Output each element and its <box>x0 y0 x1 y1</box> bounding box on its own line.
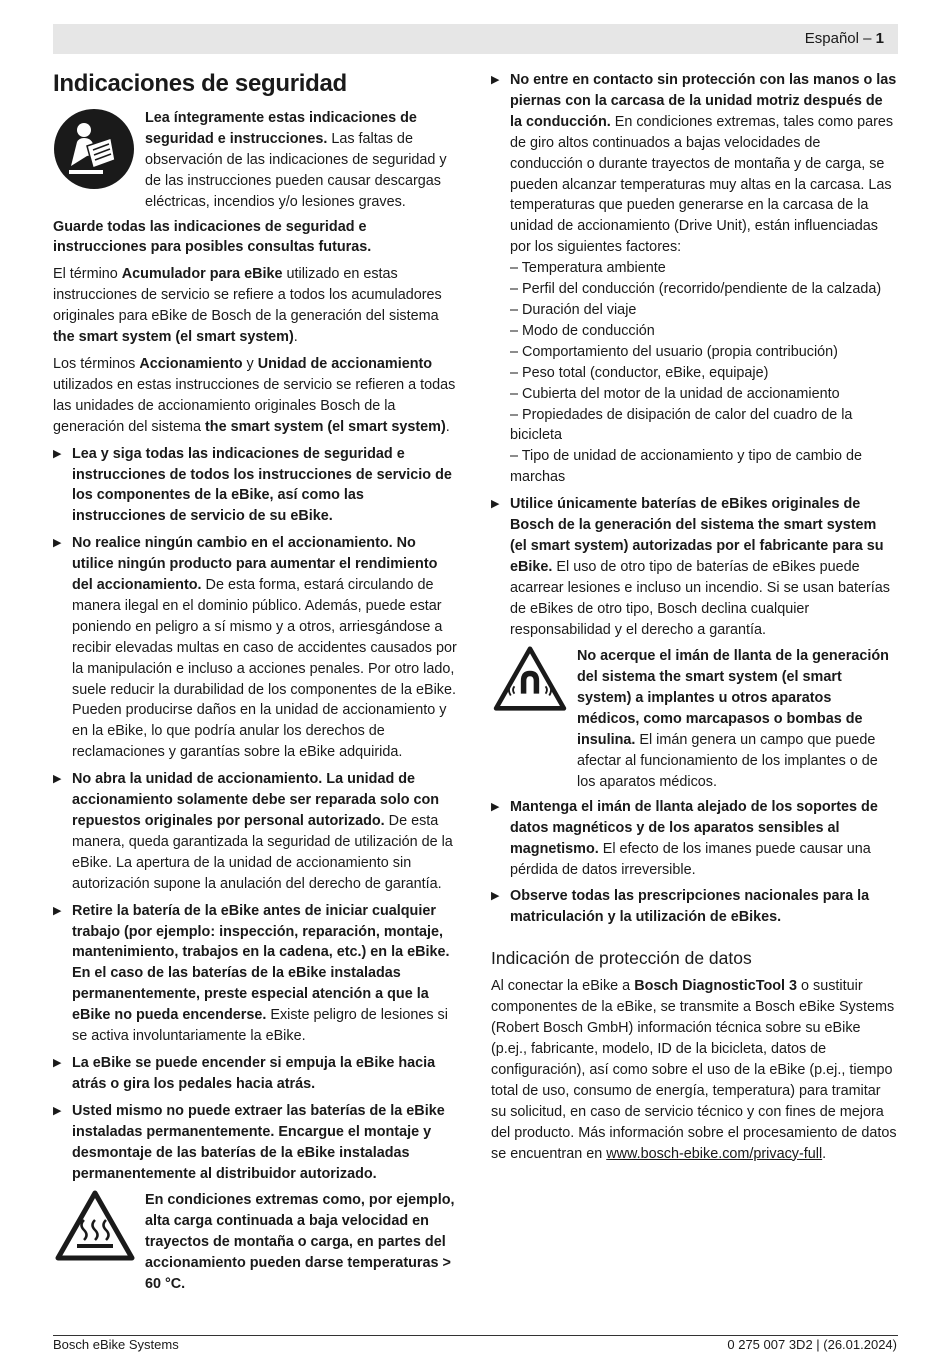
bullet-bold: No realice ningún cambio en el accionamiento. No utilice ningún producto para aumentar el rendimiento del accionamiento. <box>72 535 438 594</box>
factor-item: – Perfil del conducción (recorrido/pendiente de la calzada) <box>510 281 882 298</box>
read-instructions-text <box>145 108 458 213</box>
magnet-data-bullet <box>491 797 897 881</box>
diagnostic-tool-name: Bosch DiagnosticTool 3 <box>634 978 798 995</box>
page-header <box>805 30 884 47</box>
left-column <box>53 68 458 1299</box>
privacy-text-c: o sustituir componentes de la eBike, se transmite a Bosch eBike Systems (Robert Bosch GmbH) información técnica sobre su eBike (p.ej., fabricante, modelo, ID de la bicicleta, datos de configuración), así como sobre el uso de la eBike (p.ej., tiempo total de uso, consumo de energía, temperatura) para tramitar su solicitud, en caso de servicio técnico y con fines de mejora del producto. Más información sobre el procesamiento de datos se encuentran en <box>491 978 897 1162</box>
keep-instructions-bold: Guarde todas las indicaciones de seguridad e instrucciones para posibles consultas futuras. <box>53 218 372 256</box>
factor-item: – Propiedades de disipación de calor del cuadro de la bicicleta <box>510 406 853 444</box>
drive-term-paragraph <box>53 354 458 438</box>
p1-bold-2: the smart system (el smart system) <box>53 329 294 346</box>
read-manual-icon <box>53 108 135 213</box>
p1-text-a: El término <box>53 266 122 283</box>
footer-doc-id: 0 275 007 3D2 | (26.01.2024) <box>727 1337 897 1352</box>
triangle-bullet-icon: ▶ <box>53 773 62 786</box>
footer-divider <box>53 1335 898 1336</box>
page-number: 1 <box>875 30 884 47</box>
triangle-bullet-icon: ▶ <box>53 447 62 460</box>
magnet-warning-bold: No acerque el imán de llanta de la generación del sistema the smart system (el smart system) a implantes u otros aparatos médicos, como marcapasos o bombas de insulina. <box>577 648 889 749</box>
p2-text-d: utilizados en estas instrucciones de servicio se refieren a todas las unidades de accionamiento originales Bosch de la generación del sistema <box>53 376 456 435</box>
national-regulations-bullet <box>491 886 897 928</box>
magnet-warning-text <box>577 646 897 792</box>
magnet-warning-body: El imán genera un campo que puede afectar al funcionamiento de los implantes o de los aparatos médicos. <box>577 732 878 790</box>
safety-bullet-5 <box>53 1053 458 1095</box>
privacy-text-d: . <box>822 1145 827 1162</box>
safety-bullet-3 <box>53 769 458 894</box>
factor-item: – Temperatura ambiente <box>510 260 666 277</box>
hot-surface-warning-text <box>145 1190 458 1295</box>
bullet-bold: Utilice únicamente baterías de eBikes originales de Bosch de la generación del sistema the smart system (el smart system) autorizadas por el fabricante para su eBike. <box>510 496 884 575</box>
triangle-bullet-icon: ▶ <box>53 1104 62 1117</box>
bullet-bold: Lea y siga todas las indicaciones de seguridad e instrucciones de todos los instrucciones de servicio de los componentes de la eBike, así como las instrucciones de servicio de su eBike. <box>72 445 452 525</box>
safety-bullet-2 <box>53 533 458 763</box>
p1-text-d: . <box>293 329 298 346</box>
triangle-bullet-icon: ▶ <box>53 904 62 917</box>
triangle-bullet-icon: ▶ <box>491 890 500 903</box>
safety-bullet-6 <box>53 1101 458 1185</box>
triangle-bullet-icon: ▶ <box>53 1056 62 1069</box>
p1-text-c: utilizado en estas instrucciones de servicio se refiere a todos los acumuladores originales para eBike de Bosch de la generación del sistema <box>53 266 442 325</box>
right-column <box>491 70 897 1170</box>
factor-item: – Cubierta del motor de la unidad de accionamiento <box>510 385 840 402</box>
privacy-link[interactable]: www.bosch-ebike.com/privacy-full <box>606 1145 823 1162</box>
privacy-heading: Indicación de protección de datos <box>491 948 752 969</box>
bullet-text: En condiciones extremas, tales como pares de giro altos continuados a bajas velocidades de conducción o durante trayectos de montaña y de carga, se pueden alcanzar temperaturas muy altas en la carcasa. Las temperaturas que pueden generarse en la carcasa de la unidad de accionamiento (Drive Unit), están influenciadas por los siguientes factores: <box>510 113 894 256</box>
bullet-bold: La eBike se puede encender si empuja la eBike hacia atrás o gira los pedales hacia atrás. <box>72 1054 436 1092</box>
bullet-bold: Retire la batería de la eBike antes de iniciar cualquier trabajo (por ejemplo: inspección, reparación, montaje, mantenimiento, trabajos en la cadena, etc.) en la eBike. En el caso de las baterías de la eBike instaladas permanentemente, preste especial atención a que la eBike no pueda encenderse. <box>72 902 450 1024</box>
header-separator: – <box>858 30 876 47</box>
factor-item: – Comportamiento del usuario (propia contribución) <box>510 343 838 360</box>
battery-term-paragraph <box>53 264 458 348</box>
factor-item: – Modo de conducción <box>510 322 655 339</box>
bullet-text: De esta forma, estará circulando de manera ilegal en el dominio público. Además, puede estar poniendo en peligro a sí mismo y a otros, arriesgándose a recibir elevadas multas en caso de accidentes causados por la manipulación e incluso a acciones penales. Por otro lado, suele reducir la durabilidad de los componentes de la eBike. Pueden producirse daños en la unidad de accionamiento y en la eBike, lo que podría anular los derechos de reclamaciones y garantías sobre la eBike adquirida. <box>72 577 457 761</box>
bullet-bold: No entre en contacto sin protección con las manos o las piernas con la carcasa de la unidad motriz después de la conducción. <box>510 72 897 130</box>
original-battery-bullet <box>491 494 897 640</box>
p2-bold-1: Accionamiento <box>139 355 243 372</box>
privacy-text-a: Al conectar la eBike a <box>491 978 635 995</box>
bullet-text: De esta manera, queda garantizada la seguridad de utilización de la eBike. La apertura de la unidad de accionamiento sin autorización supone la anulación del derecho de garantía. <box>72 813 453 892</box>
hot-surface-warning-icon <box>55 1190 135 1295</box>
header-bar <box>53 24 898 54</box>
bullet-text: Existe peligro de lesiones si se activa involuntariamente la eBike. <box>72 1007 448 1045</box>
p2-bold-2: Unidad de accionamiento <box>257 355 433 372</box>
hot-surface-warning-bold: En condiciones extremas como, por ejemplo, alta carga continuada a baja velocidad en trayectos de montaña o carga, en partes del accionamiento pueden darse temperaturas > 60 °C. <box>145 1192 455 1293</box>
triangle-bullet-icon: ▶ <box>53 537 62 550</box>
keep-instructions-note <box>53 217 458 259</box>
read-instructions-block <box>53 108 458 213</box>
factor-item: – Tipo de unidad de accionamiento y tipo de cambio de marchas <box>510 448 863 486</box>
factor-item: – Peso total (conductor, eBike, equipaje) <box>510 364 769 381</box>
triangle-bullet-icon: ▶ <box>491 800 500 813</box>
magnet-warning-icon <box>493 646 567 792</box>
safety-bullet-1 <box>53 444 458 528</box>
triangle-bullet-icon: ▶ <box>491 498 500 511</box>
drive-unit-contact-bullet <box>491 70 897 488</box>
footer-company: Bosch eBike Systems <box>53 1337 179 1352</box>
safety-bullet-4 <box>53 901 458 1047</box>
bullet-bold: No abra la unidad de accionamiento. La unidad de accionamiento solamente debe ser reparada solo con repuestos originales por personal autorizado. <box>72 771 440 829</box>
magnet-warning-block <box>493 646 897 792</box>
p2-text-e: . <box>445 418 450 435</box>
p1-bold-1: Acumulador para eBike <box>121 266 283 283</box>
p2-bold-3: the smart system (el smart system) <box>205 418 446 435</box>
read-instructions-body: Las faltas de observación de las indicaciones de seguridad y de las instrucciones pueden causar descargas eléctricas, incendios y/o lesiones graves. <box>145 130 447 210</box>
privacy-paragraph <box>491 976 897 1164</box>
bullet-text: El efecto de los imanes puede causar una pérdida de datos irreversible. <box>510 840 871 878</box>
bullet-bold: Observe todas las prescripciones nacionales para la matriculación y la utilización de eBikes. <box>510 888 870 926</box>
p2-text-c: y <box>242 355 258 372</box>
bullet-bold: Usted mismo no puede extraer las baterías de la eBike instaladas permanentemente. Encargue el montaje y desmontaje de las baterías de la eBike instaladas permanentemente al distribuidor autorizado. <box>72 1102 445 1182</box>
read-instructions-bold: Lea íntegramente estas indicaciones de seguridad e instrucciones. <box>145 110 417 147</box>
page-title: Indicaciones de seguridad <box>53 70 347 97</box>
bullet-text: El uso de otro tipo de baterías de eBikes puede acarrear lesiones e incluso un incendio. Si se usan baterías de eBikes de otro tipo, Bosch declina cualquier responsabilidad y el derecho a garantía. <box>510 558 890 638</box>
triangle-bullet-icon: ▶ <box>491 74 500 86</box>
p2-text-a: Los términos <box>53 355 140 372</box>
header-language: Español <box>804 30 859 47</box>
factor-item: – Duración del viaje <box>510 301 637 318</box>
hot-surface-warning-block <box>55 1190 458 1295</box>
bullet-bold: Mantenga el imán de llanta alejado de los soportes de datos magnéticos y de los aparatos sensibles al magnetismo. <box>510 798 878 857</box>
